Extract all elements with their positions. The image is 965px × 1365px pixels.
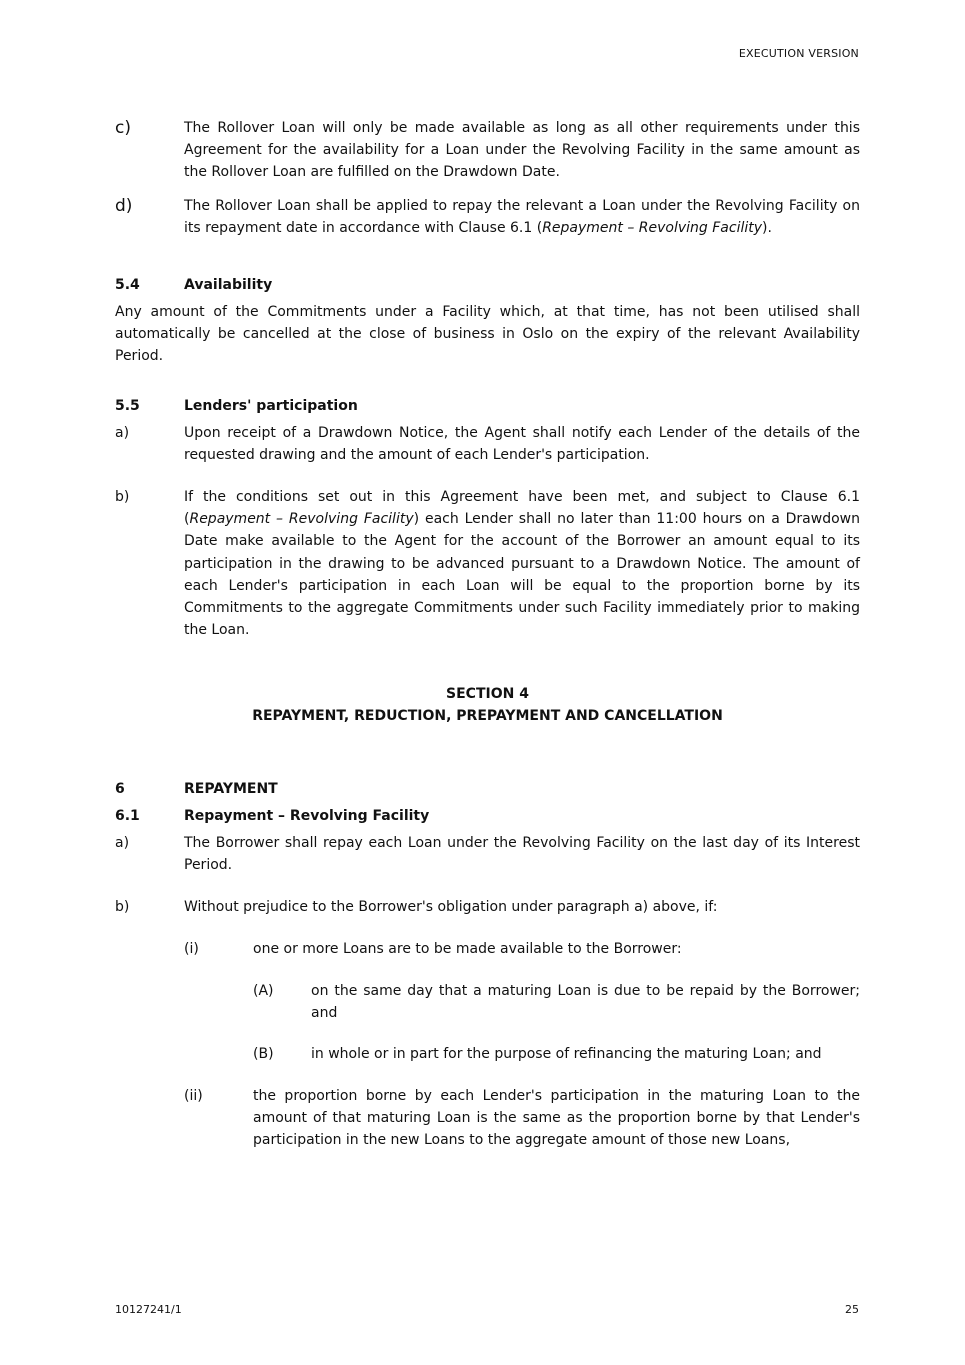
label-d: d): [115, 196, 133, 216]
paragraph-d: The Rollover Loan shall be applied to repay the relevant a Loan under the Revolving Facility on its repayment date in accordance with Clause 6.1 (Repayment – Revolving Facility).: [184, 198, 860, 237]
clause-5-4-number: 5.4: [115, 277, 140, 293]
clause-6-1-paragraph-a: The Borrower shall repay each Loan under the Revolving Facility on the last day of its Interest Period.: [184, 835, 860, 874]
section-heading: SECTION 4: [446, 686, 529, 702]
clause-5-4-text: Any amount of the Commitments under a Facility which, at that time, has not been utilised shall automatically be cancelled at the close of business in Oslo on the expiry of the relevant Availability Period.: [115, 304, 860, 365]
clause-6-title: REPAYMENT: [184, 781, 278, 797]
clause-6-1-label-a: a): [115, 835, 130, 851]
clause-5-5-paragraph-a: Upon receipt of a Drawdown Notice, the Agent shall notify each Lender of the details of the requested drawing and the amount of each Lender's participation.: [184, 425, 860, 464]
sub-label-i: (i): [184, 941, 199, 957]
label-c: c): [115, 118, 131, 138]
clause-6-1-paragraph-b: Without prejudice to the Borrower's obligation under paragraph a) above, if:: [184, 899, 718, 915]
document-id: 10127241/1: [115, 1303, 182, 1316]
clause-5-5-label-a: a): [115, 425, 130, 441]
sub-paragraph-B: in whole or in part for the purpose of refinancing the maturing Loan; and: [311, 1046, 822, 1062]
clause-6-number: 6: [115, 781, 125, 797]
sub-label-ii: (ii): [184, 1088, 203, 1104]
execution-version-header: EXECUTION VERSION: [738, 47, 859, 60]
sub-paragraph-ii: the proportion borne by each Lender's participation in the maturing Loan to the amount of that maturing Loan is the same as the proportion borne by that Lender's participation in the new Loans to the aggregate amount of those new Loans,: [253, 1088, 860, 1149]
clause-6-1-title: Repayment – Revolving Facility: [184, 808, 430, 824]
sub-paragraph-A: on the same day that a maturing Loan is due to be repaid by the Borrower; and: [311, 983, 860, 1022]
clause-6-1-label-b: b): [115, 899, 130, 915]
paragraph-c: The Rollover Loan will only be made available as long as all other requirements under this Agreement for the availability for a Loan under the Revolving Facility in the same amount as the Rollover Loan are fulfilled on the Drawdown Date.: [184, 120, 860, 181]
section-subheading: REPAYMENT, REDUCTION, PREPAYMENT AND CANCELLATION: [252, 708, 723, 724]
clause-5-5-number: 5.5: [115, 398, 140, 414]
page-number: 25: [845, 1303, 859, 1316]
clause-5-5-label-b: b): [115, 489, 130, 505]
sub-paragraph-i: one or more Loans are to be made available to the Borrower:: [253, 941, 682, 957]
clause-5-4-title: Availability: [184, 277, 273, 293]
clause-6-1-number: 6.1: [115, 808, 140, 824]
clause-5-5-title: Lenders' participation: [184, 398, 358, 414]
sub-label-A: (A): [253, 983, 274, 999]
clause-5-5-paragraph-b: If the conditions set out in this Agreement have been met, and subject to Clause 6.1 (Repayment – Revolving Facility) each Lender shall no later than 11:00 hours on a Drawdown Date make available to the Agent for the account of the Borrower an amount equal to its participation in the drawing to be advanced pursuant to a Drawdown Notice. The amount of each Lender's participation in each Loan will be equal to the proportion borne by its Commitments to the aggregate Commitments under such Facility immediately prior to making the Loan.: [184, 489, 860, 639]
sub-label-B: (B): [253, 1046, 274, 1062]
